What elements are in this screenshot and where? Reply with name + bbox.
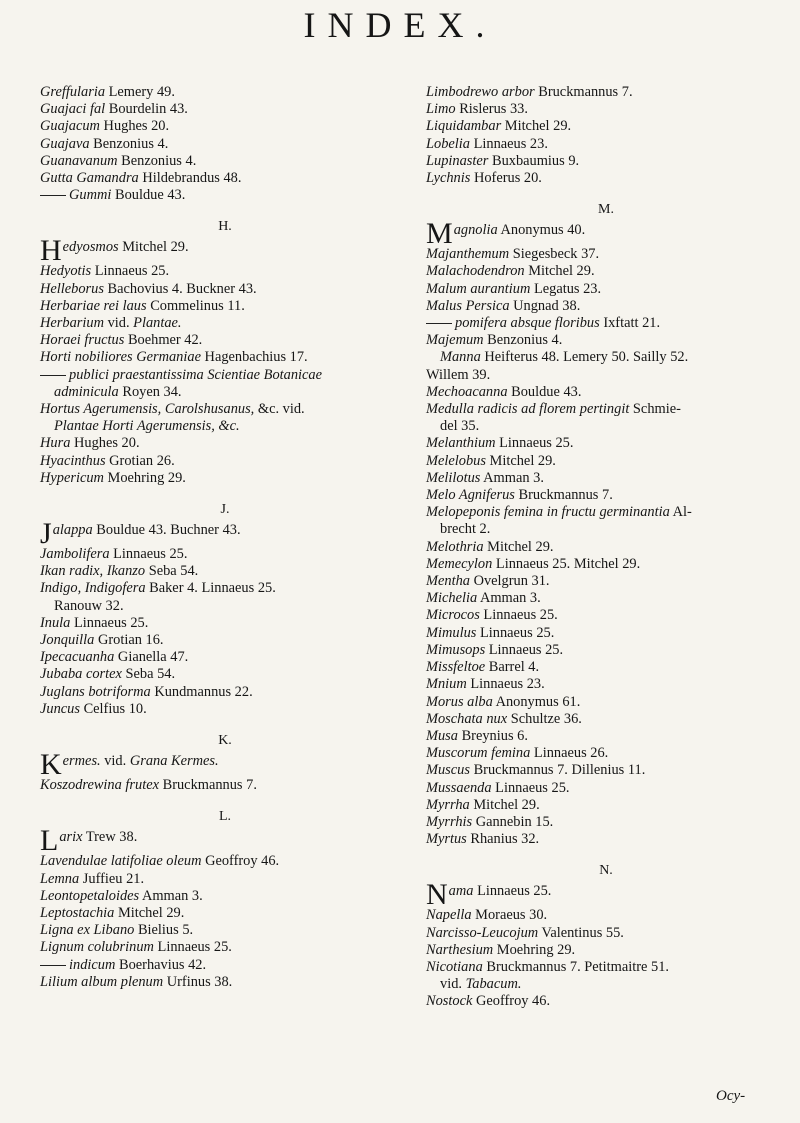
entry-term: Lobelia xyxy=(426,135,470,152)
index-entry xyxy=(40,615,410,632)
index-entry xyxy=(40,888,410,905)
entry-ref: Moehring 29. xyxy=(103,469,186,486)
index-entry xyxy=(426,118,786,135)
entry-term: Memecylon xyxy=(426,555,493,572)
entry-term: Melelobus xyxy=(426,452,486,469)
entry-ref: Hagenbachius 17. xyxy=(200,349,308,366)
entry-ref: Linnaeus 25. xyxy=(476,624,555,641)
entry-cross-ref: Tabacum. xyxy=(465,976,522,993)
index-entry xyxy=(40,563,410,580)
index-entry xyxy=(426,298,786,315)
entry-term: Mussaenda xyxy=(426,779,492,796)
entry-term: Myrtus xyxy=(426,831,467,848)
index-entry xyxy=(40,748,410,782)
entry-term: Malum aurantium xyxy=(426,280,531,297)
entry-ref: Schmie- xyxy=(629,401,681,418)
index-entry xyxy=(426,539,786,556)
index-entry xyxy=(426,694,786,711)
index-entry xyxy=(40,666,410,683)
entry-term: Horaei fructus xyxy=(40,332,125,349)
index-entry xyxy=(426,676,786,693)
entry-term: publici praestantissima Scientiae Botanicae xyxy=(69,366,322,383)
entry-ref: Willem 39. xyxy=(426,366,491,383)
entry-ref: Anonymus 40. xyxy=(497,222,586,239)
entry-term: Lupinaster xyxy=(426,152,489,169)
entry-term: Michelia xyxy=(426,590,478,607)
entry-ref: Mitchel 29. xyxy=(524,263,595,280)
entry-ref: Linnaeus 23. xyxy=(466,676,545,693)
index-entry xyxy=(426,711,786,728)
index-entry xyxy=(40,263,410,280)
entry-term: Indigo, Indigofera xyxy=(40,580,146,597)
entry-term: Melilotus xyxy=(426,469,481,486)
entry-term: adminicula xyxy=(54,383,119,400)
entry-term: Gummi xyxy=(69,187,112,204)
entry-ref: Rhanius 32. xyxy=(466,831,540,848)
index-entry xyxy=(426,625,786,642)
entry-ref: Mitchel 29. xyxy=(118,239,189,256)
entry-ref: Linnaeus 25. xyxy=(70,614,149,631)
index-entry xyxy=(426,84,786,101)
entry-term: Missfeltoe xyxy=(426,659,486,676)
entry-term: Lilium album plenum xyxy=(40,973,164,990)
entry-term: Melothria xyxy=(426,538,484,555)
index-entry xyxy=(40,777,410,794)
entry-ref: Lemery 49. xyxy=(105,84,175,100)
index-entry xyxy=(426,762,786,779)
entry-term: Melanthium xyxy=(426,435,496,452)
entry-term: edyosmos xyxy=(62,239,119,256)
drop-capital: N xyxy=(426,878,448,912)
index-entry xyxy=(426,315,786,332)
entry-term: Guajaci fal xyxy=(40,101,106,118)
index-entry xyxy=(426,504,786,521)
entry-ref: Linnaeus 25. xyxy=(479,607,558,624)
entry-ref: Benzonius 4. xyxy=(483,332,563,349)
index-entry xyxy=(40,367,410,384)
entry-ref: del 35. xyxy=(440,418,480,435)
index-entry xyxy=(426,453,786,470)
entry-ref: Hughes 20. xyxy=(70,435,140,452)
index-entry xyxy=(426,101,786,118)
entry-term: Guanavanum xyxy=(40,152,118,169)
entry-term: Helleborus xyxy=(40,280,104,297)
entry-term: Inula xyxy=(40,614,71,631)
entry-ref: Bielius 5. xyxy=(134,922,194,939)
entry-ref: Bruckmannus 7. xyxy=(534,84,633,100)
entry-ref: Mitchel 29. xyxy=(483,538,554,555)
index-entry xyxy=(426,797,786,814)
entry-ref: Mitchel 29. xyxy=(469,796,540,813)
index-entry-continuation xyxy=(426,521,786,538)
entry-term: Hedyotis xyxy=(40,263,92,280)
entry-term: Napella xyxy=(426,907,472,924)
section-heading-k: K. xyxy=(218,733,232,749)
entry-ref: Rislerus 33. xyxy=(455,101,528,118)
index-entry xyxy=(426,607,786,624)
entry-ref: Amman 3. xyxy=(480,469,544,486)
index-entry xyxy=(40,349,410,366)
entry-ref: Seba 54. xyxy=(145,563,199,580)
entry-ref: Benzonius 4. xyxy=(89,135,169,152)
index-entry-continuation xyxy=(40,598,410,615)
entry-ref: vid. xyxy=(440,976,466,993)
entry-term: Lemna xyxy=(40,870,80,887)
index-entry xyxy=(40,546,410,563)
entry-term: Herbarium xyxy=(40,315,104,332)
drop-capital: M xyxy=(426,217,453,251)
index-entry xyxy=(426,401,786,418)
index-entry xyxy=(426,281,786,298)
n-entries xyxy=(426,907,786,1010)
entry-term: Hyacinthus xyxy=(40,452,106,469)
index-entry xyxy=(40,580,410,597)
entry-term: Leptostachia xyxy=(40,904,115,921)
entry-ref: Amman 3. xyxy=(477,590,541,607)
entry-term: Medulla radicis ad florem pertingit xyxy=(426,401,630,418)
entry-ref: Trew 38. xyxy=(82,829,138,846)
drop-capital: L xyxy=(40,824,59,858)
entry-term: Microcos xyxy=(426,607,480,624)
index-entry xyxy=(40,517,410,551)
entry-term: Ipecacuanha xyxy=(40,649,115,666)
index-entry xyxy=(426,942,786,959)
index-entry xyxy=(40,234,410,268)
entry-ref: Al- xyxy=(669,504,692,521)
index-entry xyxy=(40,853,410,870)
right-column xyxy=(426,84,786,1011)
entry-term: Guajava xyxy=(40,135,90,152)
entry-term: Nicotiana xyxy=(426,958,483,975)
index-entry-continuation xyxy=(40,384,410,401)
entry-ref: Bourdelin 43. xyxy=(105,101,188,118)
entry-ref: Hoferus 20. xyxy=(470,170,542,187)
entry-ref: Ungnad 38. xyxy=(509,297,581,314)
index-entry xyxy=(426,263,786,280)
index-entry xyxy=(40,170,410,187)
index-entry xyxy=(40,187,410,204)
entry-term: Gutta Gamandra xyxy=(40,170,139,187)
entry-term: indicum xyxy=(69,956,116,973)
entry-term: Juglans botriforma xyxy=(40,683,151,700)
drop-capital: H xyxy=(40,234,62,268)
index-entry xyxy=(426,332,786,349)
entry-ref: Linnaeus 25. xyxy=(91,263,170,280)
entry-ref: Geoffroy 46. xyxy=(201,853,280,870)
index-entry xyxy=(40,101,410,118)
entry-ref: Kundmannus 22. xyxy=(150,683,253,700)
entry-ref: Mitchel 29. xyxy=(114,904,185,921)
index-entry xyxy=(40,905,410,922)
section-heading-m: M. xyxy=(598,202,614,218)
entry-term: Jonquilla xyxy=(40,632,95,649)
entry-ref: Commelinus 11. xyxy=(146,297,245,314)
entry-ref: Gannebin 15. xyxy=(472,813,554,830)
entry-term: Hypericum xyxy=(40,469,104,486)
entry-term: Mnium xyxy=(426,676,467,693)
index-entry xyxy=(426,217,786,251)
index-entry xyxy=(40,453,410,470)
index-entry xyxy=(426,487,786,504)
index-entry xyxy=(426,136,786,153)
index-entry xyxy=(40,470,410,487)
entry-term: Lychnis xyxy=(426,170,471,187)
index-entry xyxy=(426,470,786,487)
drop-capital: K xyxy=(40,748,62,782)
index-entry xyxy=(426,878,786,912)
entry-term: Malus Persica xyxy=(426,297,510,314)
entry-ref: Royen 34. xyxy=(118,383,182,400)
entry-term: Moschata nux xyxy=(426,710,508,727)
entry-ref: Bouldue 43. Buchner 43. xyxy=(92,522,241,539)
entry-ref: Gianella 47. xyxy=(114,649,189,666)
entry-ref: Bruckmannus 7. xyxy=(514,487,613,504)
entry-ref: Mitchel 29. xyxy=(485,452,556,469)
entry-term: Jambolifera xyxy=(40,546,110,563)
entry-term: Limo xyxy=(426,101,456,118)
index-entry xyxy=(426,556,786,573)
entry-term: Mechoacanna xyxy=(426,383,508,400)
entry-term: Ligna ex Libano xyxy=(40,922,135,939)
entry-term: Melo Agniferus xyxy=(426,487,515,504)
entry-term: Morus alba xyxy=(426,693,493,710)
index-entry xyxy=(40,332,410,349)
entry-term: ama xyxy=(448,883,474,900)
ditto-dash xyxy=(426,323,452,324)
index-entry xyxy=(426,959,786,976)
m-entries xyxy=(426,246,786,848)
index-entry xyxy=(40,401,410,418)
entry-ref: Linnaeus 25. xyxy=(473,883,552,900)
index-entry xyxy=(40,153,410,170)
entry-term: Majanthemum xyxy=(426,246,510,263)
entry-term: Jubaba cortex xyxy=(40,666,122,683)
index-entry xyxy=(426,384,786,401)
entry-ref: Bruckmannus 7. Petitmaitre 51. xyxy=(482,958,670,975)
entry-ref: Geoffroy 46. xyxy=(472,993,551,1010)
entry-ref: Boerhavius 42. xyxy=(115,956,207,973)
entry-ref: Buxbaumius 9. xyxy=(488,152,580,169)
entry-term: Juncus xyxy=(40,700,80,717)
index-entry-continuation xyxy=(426,349,786,366)
entry-ref: Linnaeus 25. Mitchel 29. xyxy=(492,555,641,572)
index-entry xyxy=(40,871,410,888)
index-entry xyxy=(426,907,786,924)
entry-term: Liquidambar xyxy=(426,118,502,135)
entry-term: Plantae Horti Agerumensis, &c. xyxy=(54,418,240,435)
index-entry xyxy=(40,649,410,666)
entry-ref: Ranouw 32. xyxy=(54,597,124,614)
entry-ref: Grotian 16. xyxy=(94,632,164,649)
left-column xyxy=(40,84,410,991)
entry-ref: Anonymus 61. xyxy=(492,693,581,710)
entry-term: Mimusops xyxy=(426,641,486,658)
entry-cross-ref: Plantae. xyxy=(133,315,182,332)
index-entry xyxy=(426,573,786,590)
entry-ref: Seba 54. xyxy=(121,666,176,683)
entry-term: Majemum xyxy=(426,332,484,349)
entry-ref: Linnaeus 25. xyxy=(109,546,188,563)
entry-term: Melopeponis femina in fructu germinantia xyxy=(426,504,670,521)
index-entry xyxy=(40,136,410,153)
index-entry xyxy=(426,780,786,797)
entry-ref: Hughes 20. xyxy=(99,118,170,135)
index-entry xyxy=(426,590,786,607)
entry-term: agnolia xyxy=(453,222,498,239)
entry-term: alappa xyxy=(52,522,93,539)
page-title: INDEX. xyxy=(303,5,497,45)
entry-ref: brecht 2. xyxy=(440,521,491,538)
entry-ref: Linnaeus 25. xyxy=(485,641,564,658)
index-entry xyxy=(426,170,786,187)
index-entry-continuation xyxy=(426,418,786,435)
index-entry xyxy=(426,642,786,659)
entry-ref: Linnaeus 23. xyxy=(469,135,548,152)
entry-term: arix xyxy=(59,829,83,846)
index-entry xyxy=(40,824,410,858)
entry-term: Limbodrewo arbor xyxy=(426,84,535,100)
index-entry xyxy=(40,118,410,135)
entry-term: Hura xyxy=(40,435,71,452)
index-entry xyxy=(40,957,410,974)
entry-ref: Bruckmannus 7. Dillenius 11. xyxy=(469,762,646,779)
entry-term: Hortus Agerumensis, Carolshusanus, xyxy=(40,401,255,418)
entry-ref: Amman 3. xyxy=(139,887,203,904)
ditto-dash xyxy=(40,375,66,376)
entry-ref: Mitchel 29. xyxy=(501,118,572,135)
entry-ref: Legatus 23. xyxy=(530,280,602,297)
index-entry xyxy=(426,993,786,1010)
entry-term: Lignum colubrinum xyxy=(40,939,154,956)
entry-ref: Linnaeus 25. xyxy=(491,779,570,796)
index-entry xyxy=(426,728,786,745)
g-entries xyxy=(40,84,410,204)
drop-capital: J xyxy=(40,517,52,551)
entry-term: Myrrha xyxy=(426,796,470,813)
entry-ref: Bouldue 43. xyxy=(111,187,186,204)
index-entry xyxy=(426,659,786,676)
entry-term: Guajacum xyxy=(40,118,100,135)
entry-ref: Benzonius 4. xyxy=(117,152,197,169)
entry-ref: Schultze 36. xyxy=(507,710,582,727)
index-entry-continuation xyxy=(40,418,410,435)
entry-ref: Moehring 29. xyxy=(493,941,576,958)
entry-ref: Baker 4. Linnaeus 25. xyxy=(145,580,276,597)
index-entry xyxy=(426,153,786,170)
entry-term: Koszodrewina frutex xyxy=(40,777,159,794)
index-entry xyxy=(40,315,410,332)
entry-term: Manna xyxy=(440,349,481,366)
index-entry xyxy=(426,925,786,942)
entry-ref: Grotian 26. xyxy=(105,452,175,469)
entry-ref: &c. vid. xyxy=(254,401,305,418)
index-entry xyxy=(40,435,410,452)
entry-term: Myrrhis xyxy=(426,813,473,830)
index-entry xyxy=(40,281,410,298)
section-heading-j: J. xyxy=(220,502,230,518)
entry-term: Leontopetaloides xyxy=(40,887,140,904)
entry-ref: Ovelgrun 31. xyxy=(469,573,550,590)
entry-term: pomifera absque floribus xyxy=(455,315,600,332)
index-entry xyxy=(40,701,410,718)
entry-term: Narthesium xyxy=(426,941,494,958)
entry-ref: Bachovius 4. Buckner 43. xyxy=(103,280,257,297)
entry-term: Musa xyxy=(426,727,458,744)
entry-ref: Heifterus 48. Lemery 50. Sailly 52. xyxy=(480,349,689,366)
index-entry xyxy=(40,974,410,991)
index-entry xyxy=(40,632,410,649)
entry-ref: vid. xyxy=(100,753,130,770)
index-entry xyxy=(426,745,786,762)
entry-ref: Linnaeus 26. xyxy=(530,745,609,762)
index-entry xyxy=(40,939,410,956)
entry-term: Greffularia xyxy=(40,84,106,100)
index-entry xyxy=(40,922,410,939)
index-entry xyxy=(426,814,786,831)
index-entry xyxy=(40,684,410,701)
entry-ref: Urfinus 38. xyxy=(163,973,233,990)
entry-ref: Breynius 6. xyxy=(457,727,528,744)
entry-ref: Juffieu 21. xyxy=(79,870,145,887)
entry-term: Narcisso-Leucojum xyxy=(426,924,539,941)
index-entry xyxy=(426,367,786,384)
entry-ref: Linnaeus 25. xyxy=(495,435,574,452)
entry-ref: Hildebrandus 48. xyxy=(138,170,242,187)
entry-term: Ikan radix, Ikanzo xyxy=(40,563,146,580)
entry-term: Lavendulae latifoliae oleum xyxy=(40,853,202,870)
entry-ref: vid. xyxy=(103,315,134,332)
ditto-dash xyxy=(40,965,66,966)
entry-ref: Moraeus 30. xyxy=(471,907,548,924)
index-entry xyxy=(40,84,410,101)
entry-cross-ref: Grana Kermes. xyxy=(129,753,219,770)
catchword: Ocy- xyxy=(716,1088,746,1104)
entry-ref: Barrel 4. xyxy=(485,659,540,676)
entry-ref: Ixftatt 21. xyxy=(599,315,661,332)
entry-term: Muscus xyxy=(426,762,470,779)
entry-term: ermes. xyxy=(62,753,101,770)
index-entry-continuation xyxy=(426,976,786,993)
entry-ref: Bouldue 43. xyxy=(507,383,582,400)
index-entry xyxy=(426,831,786,848)
ditto-dash xyxy=(40,195,66,196)
entry-ref: Valentinus 55. xyxy=(538,924,624,941)
section-heading-h: H. xyxy=(218,219,232,235)
entry-term: Nostock xyxy=(426,993,473,1010)
entry-ref: Celfius 10. xyxy=(79,700,147,717)
entry-term: Muscorum femina xyxy=(426,745,531,762)
entry-term: Horti nobiliores Germaniae xyxy=(40,349,201,366)
index-entry xyxy=(426,435,786,452)
entry-term: Mentha xyxy=(426,573,470,590)
section-heading-n: N. xyxy=(599,863,613,879)
index-entry xyxy=(40,298,410,315)
entry-term: Herbariae rei laus xyxy=(40,297,147,314)
index-entry xyxy=(426,246,786,263)
entry-ref: Boehmer 42. xyxy=(124,332,203,349)
entry-ref: Linnaeus 25. xyxy=(153,939,232,956)
entry-term: Malachodendron xyxy=(426,263,525,280)
entry-ref: Siegesbeck 37. xyxy=(509,246,600,263)
section-heading-l: L. xyxy=(218,809,232,825)
entry-term: Mimulus xyxy=(426,624,477,641)
entry-ref: Bruckmannus 7. xyxy=(159,777,257,794)
